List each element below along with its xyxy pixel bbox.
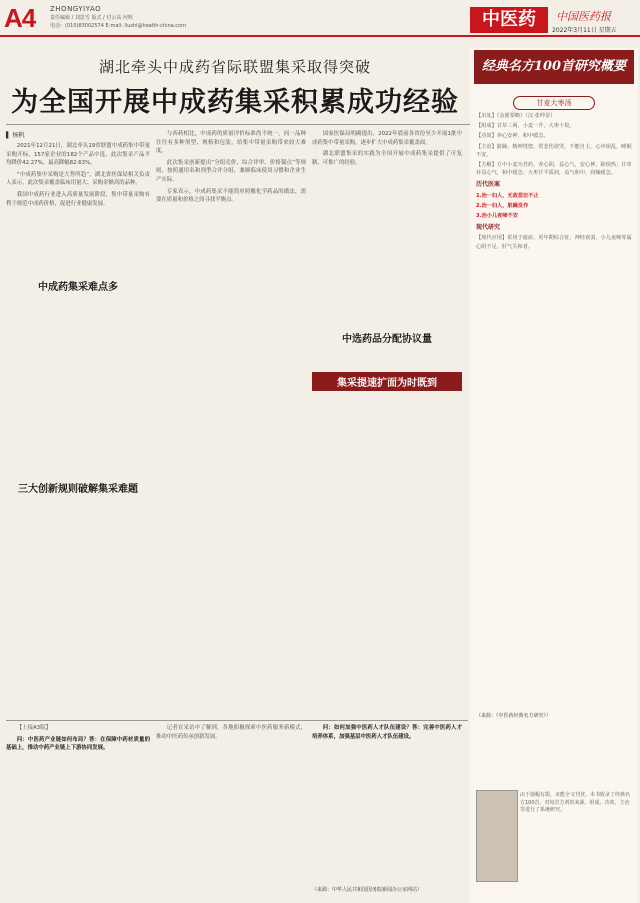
body-paragraph: 【上接A3版】 <box>16 725 51 731</box>
subhead: 三大创新规则破解集采难题 <box>18 484 138 495</box>
body-paragraph: 记者在采访中了解到，各地积极探索中医药服务新模式，推动中医药传承创新发展。 <box>156 725 306 740</box>
article-column-1 <box>6 142 150 477</box>
sidebar-paragraph: 【方解】方中小麦为君药，养心阴，益心气，安心神，除烦热；甘草补益心气，和中缓急；大枣甘平质润，益气和中，润燥缓急。 <box>476 162 632 177</box>
sidebar-body <box>476 112 632 712</box>
subhead: 中选药品分配协议量 <box>342 334 432 345</box>
sidebar-paragraph: 【功效】养心安神，和中缓急。 <box>476 133 549 140</box>
headline-rule <box>6 124 470 125</box>
qa-paragraph: 问：如何加强中医药人才队伍建设？答：完善中医药人才培养体系，加强基层中医药人才队伍建设。 <box>312 725 462 740</box>
sidebar-paragraph: 【主治】脏躁。精神恍惚，常悲伤欲哭，不能自主，心中烦乱，睡眠不安。 <box>476 143 632 158</box>
byline: ▌ 杨帆 <box>6 132 25 139</box>
lead-paragraph: 我国中成药行业进入高质量发展阶段，集中带量采购有利于规范中成药价格，促进行业健康发展。 <box>6 191 150 207</box>
sidebar-subtitle: 甘麦大枣汤 <box>513 96 595 110</box>
contact-line: 电话：(010)83002574 E-mail: liushi@health-china.com <box>50 23 186 29</box>
sidebar-subtitle-bar <box>474 96 634 110</box>
sidebar-source: （来源：《中医药经典名方研究》） <box>476 713 552 719</box>
sidebar-section-head: 现代研究 <box>476 224 501 232</box>
source-note: （来源：中华人民共和国国务院新闻办公室网站） <box>312 887 423 893</box>
image-caption: 由于篇幅有限，未能全文刊登。本书收录了经典名方100首，对每首方剂的来源、组成、功效、主治等进行了系统研究。 <box>520 792 631 813</box>
lead-paragraph: 2021年12月21日，湖北牵头19省联盟中成药集中带量采购开标，157家企业的182个产品中选。此次集采产品平均降价42.27%，最高降幅82.63%。 <box>6 143 150 167</box>
body-paragraph: 国家医保局明确提出，2022年底前各省份至少开展1批中成药集中带量采购，逐步扩大中成药集采覆盖面。 <box>312 131 462 146</box>
section-badge: 中医药 <box>470 7 548 33</box>
body-paragraph: 此次集采创新提出“分组竞价、综合评审、价格锚点”等规则，按照通用名和剂型合并分组，兼顾临床使用习惯和企业生产实际。 <box>156 159 306 183</box>
issue-date: 2022年3月11日 星期五 <box>552 27 617 34</box>
article-kicker: 湖北牵头中成药省际联盟集采取得突破 <box>98 58 371 76</box>
subhead: 中成药集采难点多 <box>38 282 118 293</box>
case-item: 1.治一妇人，无故悲泣不止 <box>476 192 539 199</box>
body-paragraph: 与西药相比，中成药的质量评价标准尚不统一，同一品种往往有多种剂型、规格和包装，给集中带量采购带来较大难度。 <box>156 131 306 155</box>
editor-credits: 责任编辑 / 刘思雪 版式 / 付云高 河辉 <box>50 15 133 21</box>
sidebar-paragraph: 【现代应用】常用于癔症、更年期综合征、神经衰弱、小儿夜啼等属心阴不足、肝气失和者。 <box>476 235 632 250</box>
book-cover-image <box>476 790 518 882</box>
bottom-column-1 <box>6 724 150 900</box>
bottom-column-2 <box>156 724 306 900</box>
sidebar-paragraph: 【出处】《金匮要略》（汉·张仲景） <box>476 113 556 119</box>
article-headline: 为全国开展中成药集采积累成功经验 <box>11 87 459 118</box>
article-column-2 <box>156 130 306 530</box>
case-item: 3.治小儿夜啼不安 <box>476 213 518 220</box>
sidebar-paragraph: 【组成】甘草三两，小麦一升，大枣十枚。 <box>476 123 575 130</box>
qa-paragraph: 问：中医药产业链如何布局？答：在保障中药材质量的基础上，推动中药产业链上下游协同发展。 <box>6 736 150 752</box>
body-paragraph: 湖北联盟集采的实践为全国开展中成药集采提供了可复制、可推广的经验。 <box>312 151 462 166</box>
lead-paragraph: “中成药集中采购是大势所趋”，湖北省医保局相关负责人表示，此次集采覆盖临床用量大、采购金额高的品种。 <box>6 171 150 187</box>
body-paragraph: 专家表示，中成药集采不能简单照搬化学药品的做法，需要在质量和价格之间寻找平衡点。 <box>156 188 306 204</box>
header-rule <box>0 35 640 37</box>
newspaper-name: 中国医药报 <box>556 10 611 23</box>
case-item: 2.治一妇人，脏躁发作 <box>476 202 529 209</box>
bottom-column-3 <box>312 724 462 900</box>
sidebar-section-head: 历代医案 <box>476 181 501 189</box>
section-pinyin: ZHONGYIYAO <box>50 5 102 13</box>
subhead-banner: 集采提速扩面为时既到 <box>312 372 462 391</box>
sidebar-title: 经典名方100首研究概要 <box>474 50 634 84</box>
page-number: A4 <box>4 3 36 33</box>
section-divider <box>6 720 468 721</box>
